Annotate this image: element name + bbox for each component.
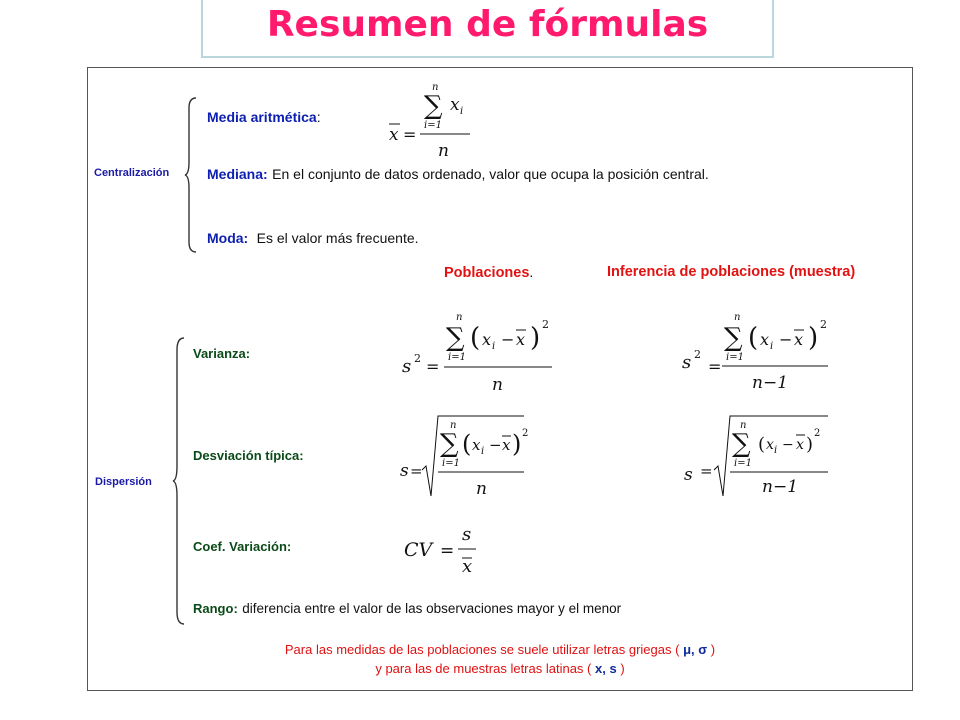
var-sample-lhs: s: [682, 352, 692, 373]
sigma-icon: ∑: [446, 323, 465, 353]
cv-lhs: CV: [404, 539, 433, 561]
desviacion-label: Desviación típica:: [193, 448, 304, 463]
paren-open: (: [462, 430, 472, 458]
var-pop-lhs: s: [402, 356, 412, 377]
sd-sample-sq: 2: [814, 428, 821, 439]
cv-num: s: [462, 524, 472, 545]
media-suffix: :: [316, 109, 321, 125]
paren-close: ): [806, 434, 814, 455]
note-line2-symbols: x, s: [595, 661, 617, 676]
note-line2-post: ): [620, 661, 625, 676]
sigma-icon: ∑: [724, 323, 743, 353]
var-sample-sq: 2: [820, 318, 827, 331]
mediana-label: Mediana:: [207, 166, 268, 182]
var-sample-minus: −: [779, 330, 793, 349]
formula-var-sample: [678, 308, 838, 398]
media-row: [207, 109, 321, 127]
var-sample-bar: x: [794, 330, 804, 349]
section-dispersion: Dispersión: [95, 476, 152, 488]
var-sample-exp: 2: [694, 348, 701, 361]
var-sample-upper: n: [734, 312, 741, 323]
sd-sample-term: x: [766, 437, 774, 453]
moda-row: [207, 230, 419, 248]
var-pop-eq: =: [426, 357, 440, 376]
note-line1-symbols: μ, σ: [683, 642, 708, 657]
sd-pop-eq: =: [410, 462, 423, 480]
formula-var-pop: [398, 308, 558, 398]
formula-sd-sample: [678, 408, 838, 503]
var-pop-minus: −: [501, 330, 515, 349]
sigma-icon: ∑: [732, 429, 751, 459]
sd-sample-sub: i: [774, 445, 778, 456]
note-line1-pre: Para las medidas de las poblaciones se suele utilizar letras griegas (: [284, 642, 680, 657]
mediana-row: [207, 166, 709, 184]
mean-lower: i=1: [424, 120, 442, 131]
var-sample-eq: =: [708, 357, 722, 376]
formula-sd-pop: [398, 408, 558, 503]
sd-pop-minus: −: [489, 436, 502, 454]
header-inferencia: Inferencia de poblaciones (muestra): [607, 264, 856, 280]
sd-pop-sub: i: [481, 446, 485, 457]
poblaciones-suffix: .: [529, 264, 534, 280]
sd-sample-eq: =: [700, 462, 713, 480]
paren-open: (: [470, 323, 481, 353]
coef-label: Coef. Variación:: [193, 539, 292, 554]
page-title: Resumen de fórmulas: [266, 4, 709, 45]
mean-sub: i: [460, 106, 464, 117]
moda-text: Es el valor más frecuente.: [256, 230, 419, 246]
var-pop-sq: 2: [542, 318, 549, 331]
media-label: Media aritmética: [207, 109, 317, 125]
paren-close: ): [512, 430, 522, 458]
var-pop-sub: i: [492, 341, 496, 352]
sd-pop-sq: 2: [522, 428, 529, 439]
varianza-label: Varianza:: [193, 346, 251, 361]
section-centralizacion: Centralización: [94, 167, 170, 179]
sd-sample-minus: −: [782, 437, 794, 453]
var-pop-exp: 2: [414, 352, 421, 365]
note-line1-post: ): [710, 642, 716, 657]
paren-open: (: [748, 323, 759, 353]
cv-eq: =: [440, 541, 455, 561]
brace-centralizacion: [184, 96, 198, 254]
formula-panel: [87, 67, 913, 691]
sd-sample-lhs: s: [684, 465, 693, 485]
paren-open: (: [758, 434, 766, 455]
sd-sample-upper: n: [740, 420, 747, 431]
cv-den: x: [462, 556, 473, 577]
formula-mean: [384, 80, 484, 160]
formula-cv: [400, 520, 500, 582]
var-pop-denom: n: [492, 375, 503, 395]
var-pop-bar: x: [516, 330, 526, 349]
var-sample-term: x: [760, 330, 770, 349]
poblaciones-label: Poblaciones: [444, 265, 530, 281]
sd-sample-lower: i=1: [734, 458, 752, 469]
mean-denom: n: [438, 141, 449, 160]
sd-pop-upper: n: [450, 420, 457, 431]
mediana-text: En el conjunto de datos ordenado, valor que ocupa la posición central.: [272, 166, 709, 182]
sqrt-icon: [422, 416, 524, 496]
sd-pop-lhs: s: [400, 461, 409, 481]
title-box: [201, 0, 774, 58]
mean-term: x: [450, 95, 460, 115]
sd-pop-term: x: [472, 436, 481, 454]
header-poblaciones: [444, 264, 533, 282]
var-pop-lower: i=1: [448, 352, 466, 363]
paren-close: ): [808, 323, 819, 353]
var-sample-sub: i: [770, 341, 774, 352]
footnote: [88, 640, 912, 678]
sd-pop-denom: n: [476, 479, 487, 499]
footnote-line2: [88, 659, 912, 678]
rango-label: Rango:: [193, 601, 238, 616]
sd-pop-bar: x: [502, 436, 511, 454]
moda-label: Moda:: [207, 230, 249, 246]
var-pop-upper: n: [456, 312, 463, 323]
rango-row: [193, 600, 621, 618]
var-pop-term: x: [482, 330, 492, 349]
note-line2-pre: y para las de muestras letras latinas (: [375, 661, 592, 676]
brace-dispersion: [172, 336, 186, 626]
sigma-icon: ∑: [424, 91, 443, 121]
var-sample-lower: i=1: [726, 352, 744, 363]
sd-sample-denom: n−1: [762, 477, 799, 497]
sd-pop-lower: i=1: [442, 458, 460, 469]
mean-upper: n: [432, 82, 439, 93]
sigma-icon: ∑: [440, 429, 459, 459]
mean-eq: =: [403, 125, 417, 144]
footnote-line1: [88, 640, 912, 659]
rango-text: diferencia entre el valor de las observaciones mayor y el menor: [242, 601, 622, 616]
mean-lhs: x: [389, 125, 399, 145]
paren-close: ): [530, 323, 541, 353]
var-sample-denom: n−1: [752, 373, 789, 393]
sd-sample-bar: x: [796, 437, 804, 453]
